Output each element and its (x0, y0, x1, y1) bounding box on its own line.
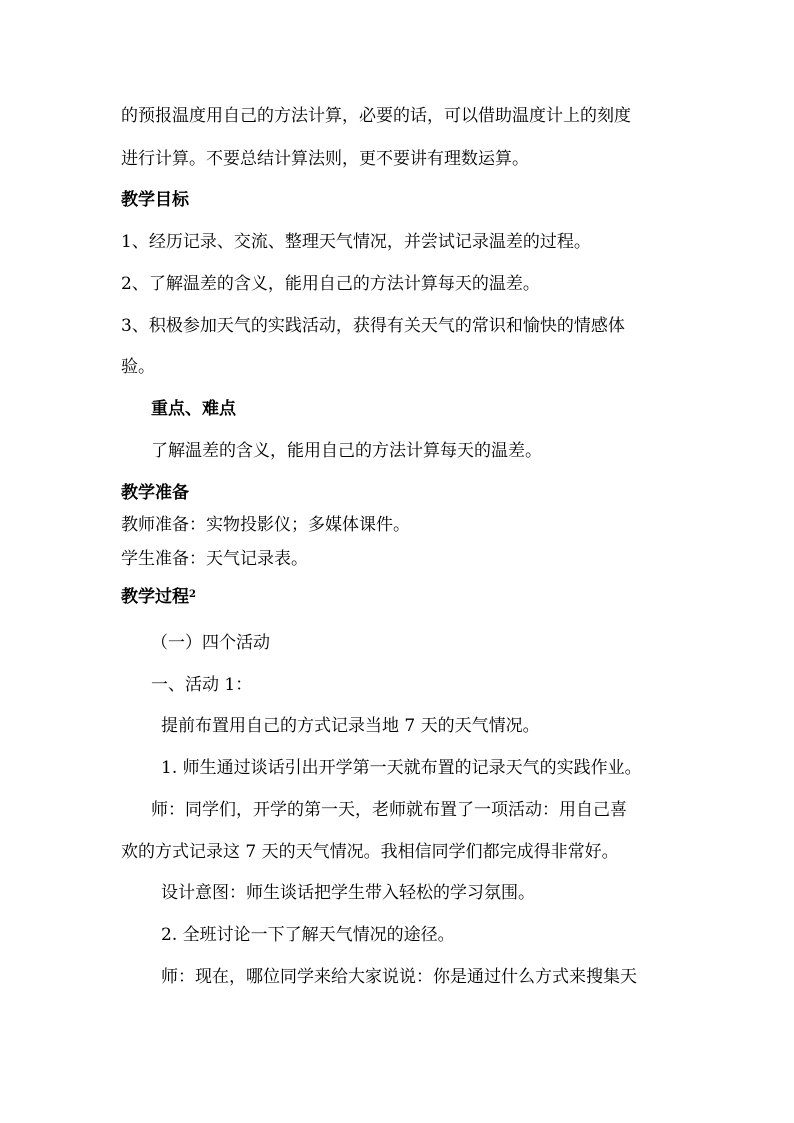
heading-teaching-prep: 教学准备 (121, 483, 189, 503)
heading-teaching-goals: 教学目标 (121, 190, 189, 210)
intro-paragraph-line-2: 进行计算。不要总结计算法则，更不要讲有理数运算。 (121, 149, 529, 169)
section-four-activities: （一）四个活动 (151, 633, 270, 653)
activity-1-description: 提前布置用自己的方式记录当地 7 天的天气情况。 (161, 716, 540, 736)
heading-teaching-process (121, 586, 196, 608)
heading-key-points: 重点、难点 (151, 399, 236, 419)
goal-item-1: 1、经历记录、交流、整理天气情况，并尝试记录温差的过程。 (121, 232, 591, 252)
teacher-speech-1-line-1: 师：同学们，开学的第一天，老师就布置了一项活动：用自己喜 (151, 800, 627, 820)
goal-item-3-line-1: 3、积极参加天气的实践活动，获得有关天气的常识和愉快的情感体 (121, 316, 625, 336)
teacher-speech-1-line-2: 欢的方式记录这 7 天的天气情况。我相信同学们都完成得非常好。 (121, 842, 619, 862)
design-intent-1: 设计意图：师生谈话把学生带入轻松的学习氛围。 (161, 883, 535, 903)
goal-item-2: 2、了解温差的含义，能用自己的方法计算每天的温差。 (121, 274, 540, 294)
activity-1-heading: 一、活动 1： (151, 675, 253, 695)
footnote-marker: 2 (189, 589, 196, 600)
heading-teaching-process-text: 教学过程 (121, 587, 189, 607)
prep-student: 学生准备：天气记录表。 (121, 549, 308, 569)
goal-item-3-line-2: 验。 (121, 357, 155, 377)
intro-paragraph-line-1: 的预报温度用自己的方法计算，必要的话，可以借助温度计上的刻度 (121, 106, 631, 126)
key-points-text: 了解温差的含义，能用自己的方法计算每天的温差。 (151, 441, 542, 461)
prep-teacher: 教师准备：实物投影仪；多媒体课件。 (121, 515, 410, 535)
step-2: 2. 全班讨论一下了解天气情况的途径。 (161, 925, 455, 945)
step-1: 1. 师生通过谈话引出开学第一天就布置的记录天气的实践作业。 (161, 758, 642, 778)
teacher-speech-2: 师：现在，哪位同学来给大家说说：你是通过什么方式来搜集天 (161, 967, 637, 987)
